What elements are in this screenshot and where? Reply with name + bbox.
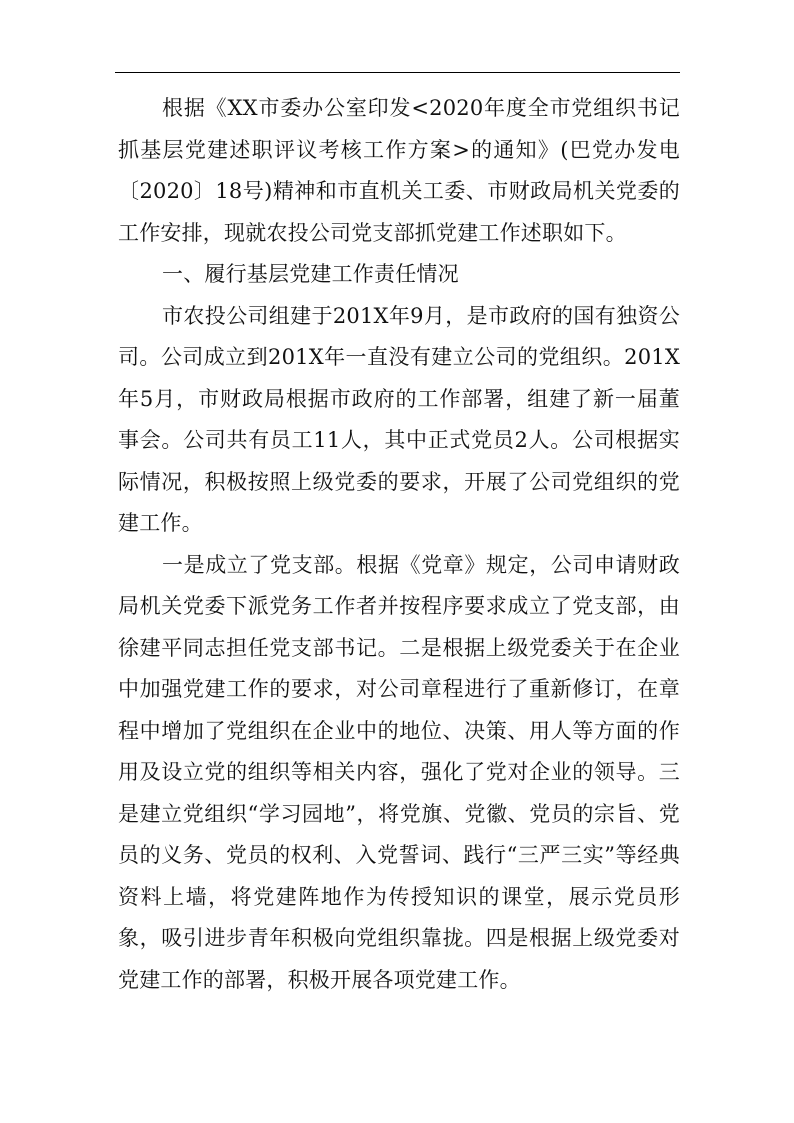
- paragraph-company-background: 市农投公司组建于201X年9月，是市政府的国有独资公司。公司成立到201X年一直没有建立公司的党组织。201X年5月，市财政局根据市政府的工作部署，组建了新一届董事会。公司共有员工11人，其中正式党员2人。公司根据实际情况，积极按照上级党委的要求，开展了公司党组织的党建工作。: [118, 303, 680, 535]
- section-heading: 一、履行基层党建工作责任情况: [162, 262, 459, 286]
- paragraph-intro: 根据《XX市委办公室印发<2020年度全市党组织书记抓基层党建述职评议考核工作方案>的通知》(巴党办发电〔2020〕18号)精神和市直机关工委、市财政局机关党委的工作安排，现就农投公司党支部抓党建工作述职如下。: [118, 96, 680, 245]
- header-rule: [115, 72, 680, 73]
- document-body: [118, 88, 680, 1001]
- paragraph-party-work-measures: 一是成立了党支部。根据《党章》规定，公司申请财政局机关党委下派党务工作者并按程序要求成立了党支部，由徐建平同志担任党支部书记。二是根据上级党委关于在企业中加强党建工作的要求，对公司章程进行了重新修订，在章程中增加了党组织在企业中的地位、决策、用人等方面的作用及设立党的组织等相关内容，强化了党对企业的领导。三是建立党组织“学习园地”，将党旗、党徽、党员的宗旨、党员的义务、党员的权利、入党誓词、践行“三严三实”等经典资料上墙，将党建阵地作为传授知识的课堂，展示党员形象，吸引进步青年积极向党组织靠拢。四是根据上级党委对党建工作的部署，积极开展各项党建工作。: [118, 552, 680, 992]
